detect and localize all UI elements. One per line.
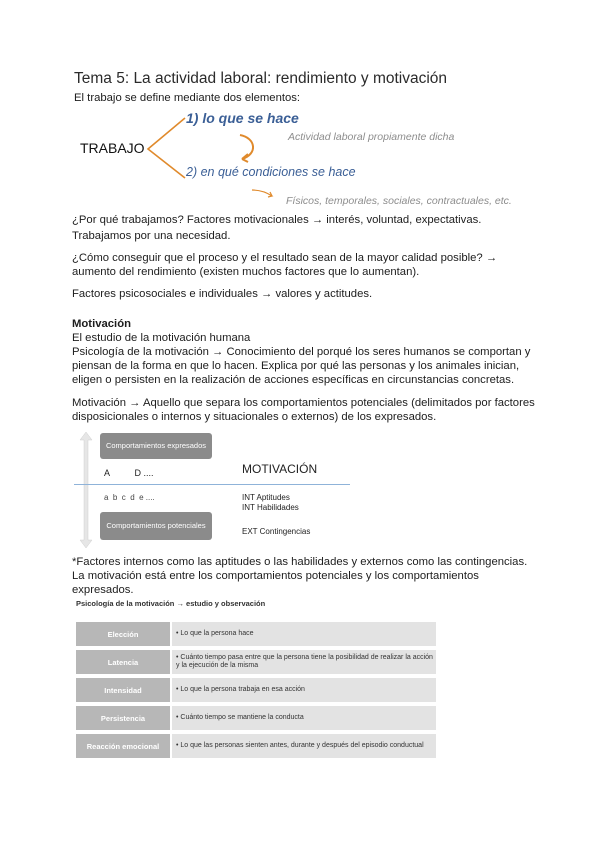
table-row (76, 706, 436, 730)
motivacion-p2-line2: disposicionales o internos y situacionales o externos) de los expresados. (72, 411, 437, 423)
note-line2: La motivación está entre los comportamientos potenciales y los comportamientos (72, 570, 479, 582)
row-expresados: A D .... (104, 468, 154, 478)
motivacion-p2-line1: Motivación → Aquello que separa los comportamientos potenciales (delimitados por factores (72, 397, 535, 409)
row-label: Elección (76, 622, 170, 646)
int-habilidades: INT Habilidades (242, 503, 299, 512)
ext-contingencias: EXT Contingencias (242, 527, 311, 536)
table-row (76, 734, 436, 758)
trabajo-label: TRABAJO (80, 140, 145, 156)
para1-line1: ¿Por qué trabajamos? Factores motivacionales → interés, voluntad, expectativas. (72, 214, 482, 226)
trabajo-item1-note: Actividad laboral propiamente dicha (288, 131, 455, 143)
motivacion-p1-line2: piensan de la forma en que lo hacen. Explica por qué las personas y los animales inician, (72, 360, 520, 372)
note-line1: *Factores internos como las aptitudes o las habilidades y externos como las contingencias. (72, 556, 528, 568)
trabajo-item2-note: Físicos, temporales, sociales, contractuales, etc. (286, 195, 512, 207)
curved-arrow-icon (232, 132, 262, 164)
row-potenciales: a b c d e .... (104, 493, 155, 502)
small-arrow-icon (250, 186, 280, 202)
row-desc: • Lo que las personas sienten antes, durante y después del episodio conductual (172, 734, 436, 758)
row-label: Intensidad (76, 678, 170, 702)
motivacion-p1-line3: eligen o persisten en la realización de acciones específicas en circunstancias concretas. (72, 374, 515, 386)
note-line3: expresados. (72, 584, 134, 596)
motivacion-subtitle: El estudio de la motivación humana (72, 332, 251, 344)
box-potenciales: Comportamientos potenciales (100, 512, 212, 540)
double-arrow-icon (76, 430, 96, 550)
table-row (76, 650, 436, 674)
row-desc: • Cuánto tiempo pasa entre que la persona tiene la posibilidad de realizar la acción y la ejecución de la misma (172, 650, 436, 674)
page-title: Tema 5: La actividad laboral: rendimiento y motivación (74, 70, 448, 87)
row-label: Persistencia (76, 706, 170, 730)
para2-line1: ¿Cómo conseguir que el proceso y el resultado sean de la mayor calidad posible? → (72, 252, 498, 264)
table-row (76, 622, 436, 646)
row-label: Reacción emocional (76, 734, 170, 758)
row-desc: • Cuánto tiempo se mantiene la conducta (172, 706, 436, 730)
int-aptitudes: INT Aptitudes (242, 493, 290, 502)
trabajo-item2: 2) en qué condiciones se hace (186, 165, 356, 179)
para1-line2: Trabajamos por una necesidad. (72, 230, 231, 242)
row-desc: • Lo que la persona trabaja en esa acción (172, 678, 436, 702)
divider-line (74, 484, 350, 485)
intro-text: El trabajo se define mediante dos elementos: (74, 92, 301, 104)
para3: Factores psicosociales e individuales → valores y actitudes. (72, 288, 373, 300)
table-row (76, 678, 436, 702)
bracket-icon (140, 112, 190, 182)
para2-line2: aumento del rendimiento (existen muchos factores que lo aumentan). (72, 266, 420, 278)
box-expresados: Comportamientos expresados (100, 433, 212, 459)
row-label: Latencia (76, 650, 170, 674)
row-desc: • Lo que la persona hace (172, 622, 436, 646)
motivacion-heading: Motivación (72, 318, 131, 330)
trabajo-item1: 1) lo que se hace (186, 110, 299, 126)
motivacion-p1-line1: Psicología de la motivación → Conocimiento del porqué los seres humanos se comportan y (72, 346, 531, 358)
motivacion-label: MOTIVACIÓN (242, 462, 318, 476)
table-caption: Psicología de la motivación → estudio y observación (76, 599, 266, 608)
